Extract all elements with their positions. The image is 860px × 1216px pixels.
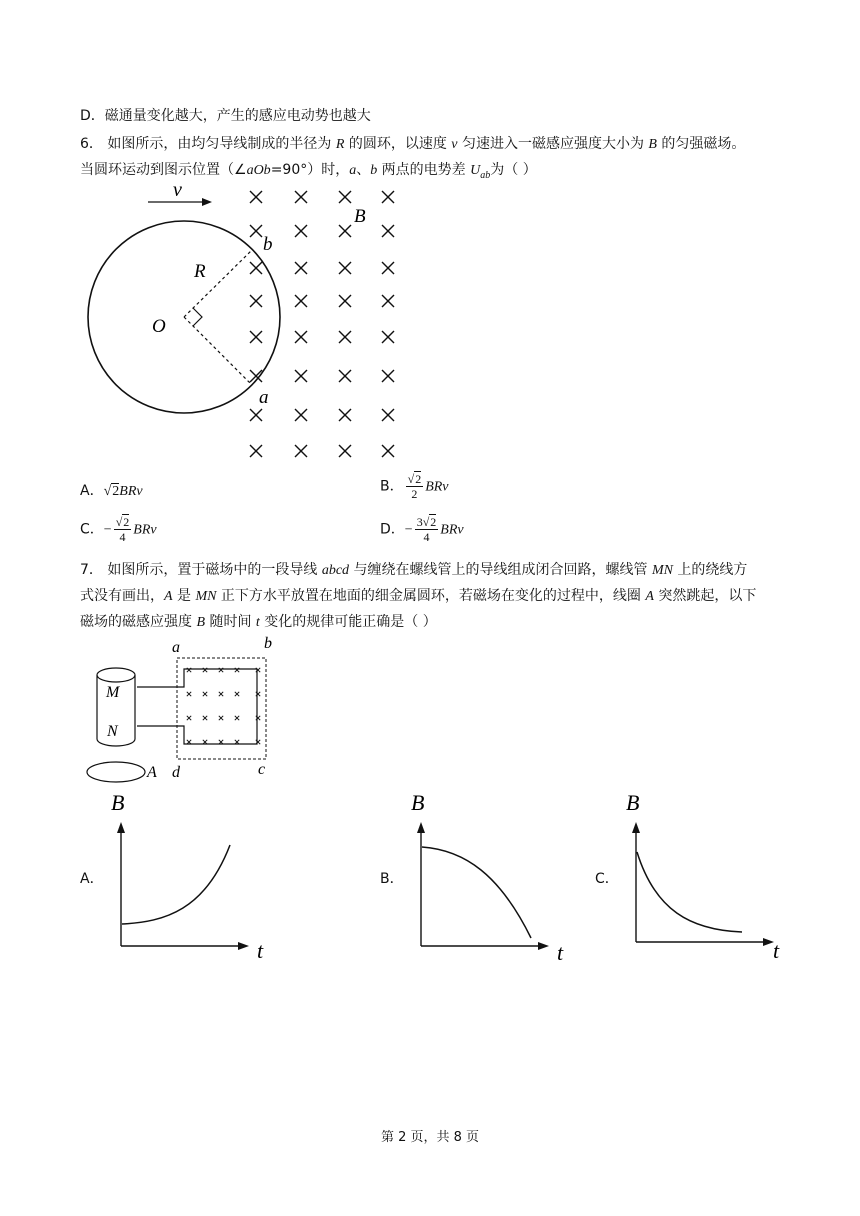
coefficient: 3 <box>416 515 423 529</box>
metal-ring-A <box>87 762 145 782</box>
q6-text: =90°）时， <box>270 162 350 178</box>
q7-var-MN: MN <box>195 589 217 604</box>
q6-text: 为（ ） <box>490 162 537 178</box>
q7-graph-b <box>405 790 580 965</box>
minus-sign: − <box>103 522 112 538</box>
q6-text: 6． 如图所示，由均匀导线制成的半径为 <box>80 136 336 152</box>
q7-option-c-label: C． <box>595 871 619 887</box>
q7-text: 上的绕线方 <box>672 562 748 578</box>
q7-var-abcd: abcd <box>321 563 350 578</box>
option-expr: BRv <box>133 522 157 538</box>
q6-text: 的圆环，以速度 <box>344 136 452 152</box>
fig-label-A: A <box>147 764 157 781</box>
q6-stem-line1 <box>80 134 745 155</box>
curve-decreasing-concave <box>422 847 531 938</box>
option-expr: BRv <box>425 479 449 495</box>
q6-var-v: v <box>451 137 458 152</box>
velocity-arrowhead <box>202 198 212 206</box>
minus-sign: − <box>404 522 413 538</box>
sqrt-radicand: 2 <box>123 515 130 529</box>
fig-label-c: c <box>258 761 266 778</box>
q6-text: 当圆环运动到图示位置（∠ <box>80 162 247 178</box>
fig-label-v: v <box>173 180 182 201</box>
q7-var-t: t <box>255 615 260 630</box>
fig-label-b: b <box>263 234 273 255</box>
fraction: $\frac{√2}{2}$ <box>407 472 422 501</box>
option-label: B． <box>380 478 404 495</box>
option-label: A． <box>80 483 104 499</box>
option-label: C． <box>80 521 104 538</box>
q7-option-b-label: B． <box>380 871 404 887</box>
q6-var-b: b <box>370 163 378 178</box>
option-label: D． <box>380 521 405 538</box>
curve-decreasing-convex <box>637 852 742 932</box>
fig-label-a: a <box>172 639 180 656</box>
q6-var-R: R <box>335 137 345 152</box>
solenoid-top <box>97 668 135 682</box>
fraction: $\frac{3√2}{4}$ <box>416 515 437 544</box>
q7-circuit-figure <box>80 634 290 784</box>
q7-graph-a <box>105 790 280 965</box>
q7-text: 磁场的磁感应强度 <box>80 614 197 630</box>
option-expr: BRv <box>119 484 143 499</box>
q7-text: 7． 如图所示，置于磁场中的一段导线 <box>80 562 322 578</box>
q7-text: 正下方水平放置在地面的细金属圆环，若磁场在变化的过程中，线圈 <box>216 588 646 604</box>
fig-label-d: d <box>172 764 180 781</box>
y-axis-label: B <box>111 790 125 815</box>
y-axis-arrowhead <box>417 822 425 833</box>
sqrt-radicand: 2 <box>430 515 437 529</box>
q7-stem-line2 <box>80 586 756 607</box>
q7-option-a-label: A． <box>80 871 104 887</box>
q6-figure <box>80 180 410 470</box>
q6-option-c <box>80 515 157 544</box>
y-axis-arrowhead <box>632 822 640 833</box>
q7-text: 随时间 <box>205 614 256 630</box>
x-axis-label: t <box>557 940 564 965</box>
q7-graph-c <box>620 790 795 965</box>
fig-label-B: B <box>354 206 366 227</box>
q7-var-A: A <box>645 589 654 604</box>
q7-text: 与缠绕在螺线管上的导线组成闭合回路，螺线管 <box>349 562 652 578</box>
q7-var-A: A <box>164 589 173 604</box>
y-axis-label: B <box>411 790 425 815</box>
fig-label-M: M <box>106 684 120 701</box>
q6-var-U-sub: ab <box>480 169 491 181</box>
y-axis-label: B <box>626 790 640 815</box>
q6-text: 的匀强磁场。 <box>656 136 746 152</box>
x-axis-label: t <box>773 938 780 963</box>
right-angle-mark <box>193 308 202 326</box>
wire-abcd <box>137 669 257 744</box>
magnetic-field-crosses <box>187 668 260 744</box>
fraction: $\frac{√2}{4}$ <box>115 515 130 544</box>
q5-option-d: D．磁通量变化越大，产生的感应电动势也越大 <box>80 108 371 124</box>
q7-var-MN: MN <box>651 563 673 578</box>
q6-text: 两点的电势差 <box>377 162 471 178</box>
fig-label-b: b <box>264 635 272 652</box>
q7-text: 式没有画出， <box>80 588 164 604</box>
q7-var-B: B <box>196 615 206 630</box>
q6-var-a: a <box>349 163 357 178</box>
x-axis-label: t <box>257 938 264 963</box>
q6-var-U: U <box>470 163 481 178</box>
solenoid-bottom <box>97 739 135 746</box>
denominator: 2 <box>411 487 418 501</box>
q6-option-a: A．√2BRv <box>80 483 143 499</box>
denominator: 4 <box>119 530 126 544</box>
q6-text: 匀速进入一磁感应强度大小为 <box>457 136 649 152</box>
q6-text: 、 <box>356 162 371 178</box>
q7-stem-line3 <box>80 612 437 633</box>
fig-label-N: N <box>107 723 118 740</box>
fig-label-R: R <box>194 261 206 282</box>
q6-angle: aOb <box>246 163 271 178</box>
sqrt-radicand: 2 <box>415 472 422 486</box>
q7-text: 变化的规律可能正确是（ ） <box>259 614 437 630</box>
q6-option-d <box>380 515 464 544</box>
option-expr: BRv <box>440 522 464 538</box>
fig-label-a: a <box>259 387 269 408</box>
q7-text: 是 <box>172 588 196 604</box>
denominator: 4 <box>423 530 430 544</box>
curve-increasing <box>122 845 230 924</box>
q7-stem-line1 <box>80 560 747 581</box>
y-axis-arrowhead <box>117 822 125 833</box>
radius-oa <box>184 317 252 385</box>
x-axis-arrowhead <box>538 942 549 950</box>
q6-option-b <box>380 472 449 501</box>
magnetic-field-crosses <box>250 191 394 457</box>
page-footer: 第 2 页，共 8 页 <box>380 1130 480 1145</box>
fig-label-O: O <box>152 316 166 337</box>
x-axis-arrowhead <box>238 942 249 950</box>
q7-text: 突然跳起，以下 <box>653 588 757 604</box>
sqrt-radicand: 2 <box>112 484 120 499</box>
q6-var-B: B <box>648 137 657 152</box>
